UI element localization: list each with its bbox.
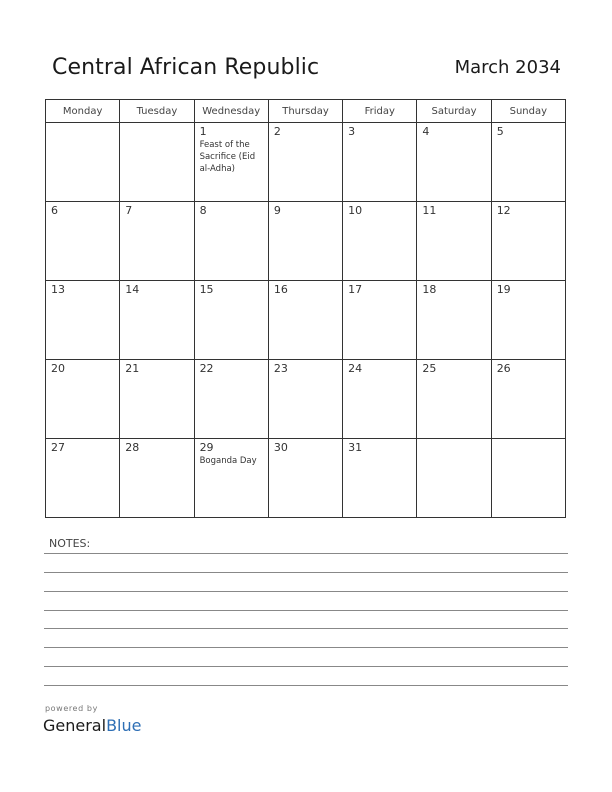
day-number: 4 bbox=[422, 125, 430, 138]
day-number: 26 bbox=[496, 362, 511, 375]
note-line bbox=[44, 666, 568, 667]
day-number: 30 bbox=[273, 441, 288, 454]
day-cell bbox=[491, 360, 565, 439]
powered-by-text: powered by bbox=[45, 704, 98, 713]
day-cell bbox=[46, 123, 120, 202]
day-cell bbox=[343, 360, 417, 439]
day-number: 23 bbox=[273, 362, 288, 375]
logo-text-general: General bbox=[43, 716, 107, 735]
day-number: 24 bbox=[348, 362, 363, 375]
day-cell bbox=[120, 439, 194, 518]
notes-label: NOTES: bbox=[49, 537, 91, 550]
day-cell bbox=[343, 123, 417, 202]
weekday-monday: Monday bbox=[46, 100, 120, 123]
day-number: 22 bbox=[199, 362, 214, 375]
day-cell bbox=[417, 123, 491, 202]
calendar-country-title: Central African Republic bbox=[52, 55, 320, 80]
day-number: 21 bbox=[125, 362, 140, 375]
day-cell bbox=[194, 202, 268, 281]
day-number: 11 bbox=[422, 204, 437, 217]
calendar-weeks bbox=[46, 123, 566, 518]
day-number: 3 bbox=[348, 125, 356, 138]
day-cell bbox=[343, 202, 417, 281]
day-cell bbox=[268, 123, 342, 202]
note-line bbox=[44, 572, 568, 573]
day-number: 14 bbox=[125, 283, 140, 296]
day-cell bbox=[46, 202, 120, 281]
weekday-wednesday: Wednesday bbox=[194, 100, 268, 123]
holiday-label: Boganda Day bbox=[199, 456, 257, 466]
day-number: 15 bbox=[199, 283, 214, 296]
day-cell bbox=[491, 123, 565, 202]
day-number: 31 bbox=[348, 441, 363, 454]
logo-text-blue: Blue bbox=[106, 716, 142, 735]
calendar-month-title: March 2034 bbox=[454, 57, 561, 78]
day-number: 18 bbox=[422, 283, 437, 296]
weekday-thursday: Thursday bbox=[268, 100, 342, 123]
note-line bbox=[44, 553, 568, 554]
day-cell bbox=[417, 439, 491, 518]
day-cell bbox=[120, 281, 194, 360]
day-cell bbox=[46, 281, 120, 360]
day-number: 12 bbox=[496, 204, 511, 217]
day-cell bbox=[194, 123, 268, 202]
day-number: 6 bbox=[51, 204, 58, 217]
day-number: 9 bbox=[273, 204, 281, 217]
week-row bbox=[46, 360, 566, 439]
note-line bbox=[44, 591, 568, 592]
note-line bbox=[44, 647, 568, 648]
day-number: 8 bbox=[199, 204, 207, 217]
day-number: 1 bbox=[199, 125, 207, 138]
weekday-sunday: Sunday bbox=[491, 100, 565, 123]
day-cell bbox=[268, 360, 342, 439]
day-cell bbox=[268, 439, 342, 518]
note-line bbox=[44, 685, 568, 686]
day-cell bbox=[268, 202, 342, 281]
day-number: 5 bbox=[496, 125, 504, 138]
day-number: 19 bbox=[496, 283, 511, 296]
day-number: 20 bbox=[51, 362, 65, 375]
weekday-header-row bbox=[46, 100, 566, 123]
generalblue-logo bbox=[43, 716, 141, 735]
day-cell bbox=[120, 360, 194, 439]
weekday-saturday: Saturday bbox=[417, 100, 491, 123]
holiday-label: Feast of the Sacrifice (Eid al-Adha) bbox=[199, 140, 256, 174]
note-line bbox=[44, 610, 568, 611]
day-cell bbox=[417, 281, 491, 360]
week-row bbox=[46, 281, 566, 360]
day-cell bbox=[194, 281, 268, 360]
calendar-grid bbox=[45, 99, 566, 518]
weekday-friday: Friday bbox=[343, 100, 417, 123]
day-number: 13 bbox=[51, 283, 65, 296]
week-row bbox=[46, 439, 566, 518]
day-cell bbox=[194, 360, 268, 439]
day-number: 28 bbox=[125, 441, 140, 454]
day-cell bbox=[46, 360, 120, 439]
day-number: 16 bbox=[273, 283, 288, 296]
day-cell bbox=[120, 202, 194, 281]
day-cell bbox=[343, 281, 417, 360]
weekday-tuesday: Tuesday bbox=[120, 100, 194, 123]
day-number: 27 bbox=[51, 441, 65, 454]
day-cell bbox=[343, 439, 417, 518]
day-cell bbox=[46, 439, 120, 518]
day-cell bbox=[491, 439, 565, 518]
day-number: 7 bbox=[125, 204, 133, 217]
day-cell bbox=[491, 281, 565, 360]
day-number: 17 bbox=[348, 283, 363, 296]
week-row bbox=[46, 202, 566, 281]
day-cell bbox=[120, 123, 194, 202]
day-number: 2 bbox=[273, 125, 281, 138]
day-cell bbox=[417, 202, 491, 281]
note-line bbox=[44, 628, 568, 629]
day-number: 29 bbox=[199, 441, 214, 454]
day-cell bbox=[491, 202, 565, 281]
day-number: 25 bbox=[422, 362, 437, 375]
week-row bbox=[46, 123, 566, 202]
day-cell bbox=[268, 281, 342, 360]
day-cell bbox=[194, 439, 268, 518]
day-cell bbox=[417, 360, 491, 439]
day-number: 10 bbox=[348, 204, 363, 217]
